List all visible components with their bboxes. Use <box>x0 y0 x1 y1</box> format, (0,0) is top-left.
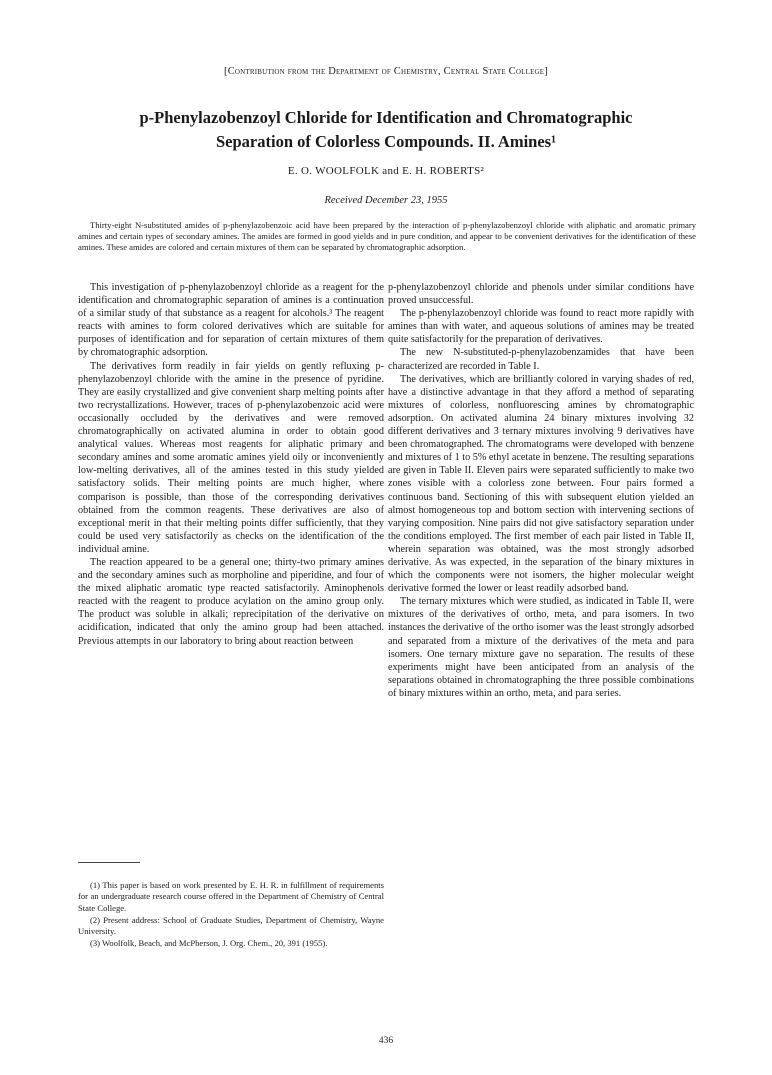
abstract: Thirty-eight N-substituted amides of p-phenylazobenzoic acid have been prepared by the interaction of p-phenylazobenzoyl chloride with aliphatic and aromatic primary amines and certain types of secondary amines. The amides are formed in good yields and in pure condition, and appear to be convenient derivatives for the identification of these amines. These amides are colored and certain mixtures of them can be separated by chromatographic adsorption. <box>78 220 696 253</box>
paragraph: This investigation of p-phenylazobenzoyl chloride as a reagent for the identification and chromatographic separation of amines is a continuation of a similar study of that substance as a reagent for alcohols.³ The reagent reacts with amines to form colored derivatives which are suitable for purposes of identification and for separation of certain mixtures of them by chromatographic adsorption. <box>78 282 384 359</box>
footnote: (3) Woolfolk, Beach, and McPherson, J. Org. Chem., 20, 391 (1955). <box>90 938 328 949</box>
paragraph: p-phenylazobenzoyl chloride and phenols under similar conditions have proved unsuccessful. <box>388 282 694 307</box>
title-line-2: Separation of Colorless Compounds. II. Amines¹ <box>215 132 557 151</box>
paragraph: The ternary mixtures which were studied, as indicated in Table II, were mixtures of the derivatives of ortho, meta, and para isomers. In two instances the derivative of the ortho isomer was the least strongly adsorbed and separated from a mixture of the derivatives of the meta and para isomers. One ternary mixture gave no separation. The results of these experiments might have been anticipated from an analysis of the separations obtained in chromatographing the three possible combinations of binary mixtures within an ortho, meta, and para series. <box>388 596 694 699</box>
paragraph: The derivatives form readily in fair yields on gently refluxing p-phenylazobenzoyl chloride with the amine in the presence of pyridine. They are easily crystallized and give convenient sharp melting points after two recrystallizations. However, traces of p-phenylazobenzoic acid were occasionally occluded by the derivatives and were removed chromatographically on activated alumina in order to obtain good analytical values. Whereas most reagents for aliphatic primary and secondary amines and some aromatic amines yield oily or inconveniently low-melting derivatives, all of the amines tested in this study yielded satisfactory solids. Their melting points are much higher, where comparison is possible, than those of the corresponding derivatives obtained from the common reagents. These derivatives are also of exceptional merit in that their melting points differ sufficiently, that they could be used very satisfactorily as checks on the identification of the individual amine. <box>78 360 384 555</box>
left-column <box>78 281 384 648</box>
page-number: 436 <box>378 1036 394 1046</box>
paragraph: The reaction appeared to be a general one; thirty-two primary amines and the secondary amines such as morpholine and piperidine, and four of the mixed aliphatic aromatic type reacted satisfactorily. Aminophenols reacted with the reagent to produce acylation on the amino group only. The product was soluble in alkali; reprecipitation of the derivative on acidification, indicated that only the amino group had been attached. Previous attempts in our laboratory to bring about reaction between <box>78 556 384 647</box>
footnotes <box>78 880 384 951</box>
paragraph: The derivatives, which are brilliantly colored in varying shades of red, have a distinctive advantage in that they afford a method of separating mixtures of colorless, nonfluorescing amines by chromatographic adsorption. On activated alumina 24 binary mixtures involving 32 different derivatives and 3 ternary mixtures involving 9 derivatives have been chromatographed. The chromatograms were developed with benzene and mixtures of 1 to 5% ethyl acetate in benzene. The resulting separations are given in Table II. Eleven pairs were separated sufficiently to make two zones visible with a colorless zone between. Four pairs formed a continuous band. Sectioning of this with subsequent elution yielded an almost homogeneous top and bottom section with intervening sections of varying composition. Nine pairs did not give satisfactory separation under the conditions employed. The first member of each pair listed in Table II, wherein separation was obtained, was the most strongly adsorbed derivative. As was expected, in the separation of the binary mixtures in which the components were not isomers, the higher molecular weight derivative formed the lower or least readily adsorbed band. <box>388 373 694 595</box>
footnote: (1) This paper is based on work presented by E. H. R. in fulfillment of requirements for an undergraduate research course offered in the Department of Chemistry of Central State College. <box>78 880 384 913</box>
paragraph: The new N-substituted-p-phenylazobenzamides that have been characterized are recorded in Table I. <box>388 347 694 372</box>
article-title <box>60 106 712 154</box>
paragraph: The p-phenylazobenzoyl chloride was found to react more rapidly with amines than with water, and aqueous solutions of amines may be treated quite satisfactorily for the preparation of derivatives. <box>388 308 694 346</box>
contribution-line: [Contribution from the Department of Chemistry, Central State College] <box>224 66 548 77</box>
footnote-divider <box>78 862 140 863</box>
received-date: Received December 23, 1955 <box>324 195 448 206</box>
footnote: (2) Present address: School of Graduate Studies, Department of Chemistry, Wayne University. <box>78 914 384 937</box>
authors: E. O. WOOLFOLK and E. H. ROBERTS² <box>287 165 485 177</box>
right-column <box>388 281 694 700</box>
title-line-1: p-Phenylazobenzoyl Chloride for Identification and Chromatographic <box>139 108 633 127</box>
